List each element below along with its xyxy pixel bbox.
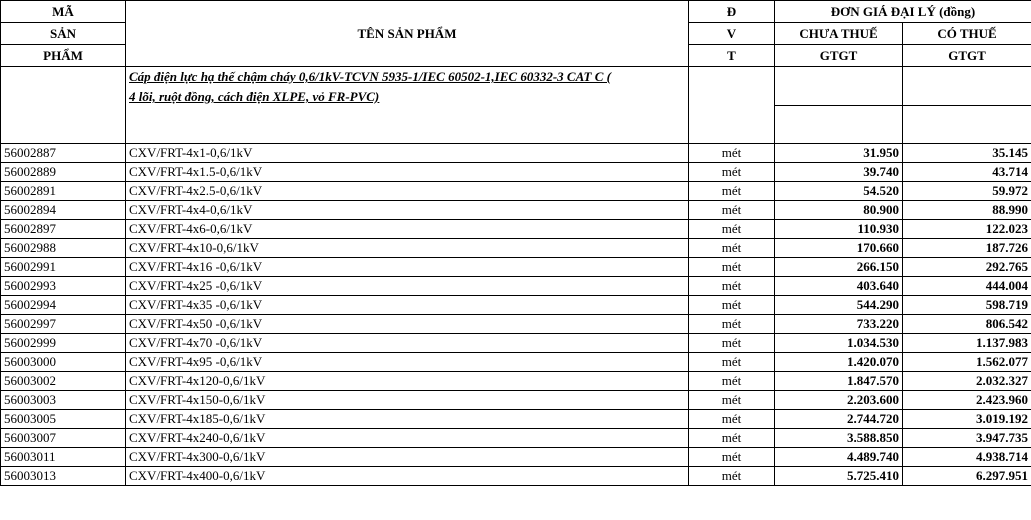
price-excl-vat-cell: 2.744.720: [775, 410, 903, 429]
header-code-line-1: MÃ: [1, 1, 126, 23]
product-code-cell: 56002991: [1, 258, 126, 277]
product-name-cell: CXV/FRT-4x6-0,6/1kV: [126, 220, 689, 239]
unit-cell: mét: [689, 448, 775, 467]
unit-cell: mét: [689, 258, 775, 277]
unit-cell: mét: [689, 163, 775, 182]
product-code-cell: 56002997: [1, 315, 126, 334]
header-price-incl-line-1: CÓ THUẾ: [903, 23, 1031, 45]
header-price-excl-line-2: GTGT: [775, 45, 903, 67]
price-excl-vat-cell: 403.640: [775, 277, 903, 296]
product-code-cell: 56002994: [1, 296, 126, 315]
price-excl-vat-cell: 2.203.600: [775, 391, 903, 410]
unit-cell: mét: [689, 372, 775, 391]
header-price-incl-line-2: GTGT: [903, 45, 1031, 67]
product-code-cell: 56003005: [1, 410, 126, 429]
table-row: [1, 429, 1031, 448]
price-incl-vat-cell: 187.726: [903, 239, 1031, 258]
product-name-cell: CXV/FRT-4x50 -0,6/1kV: [126, 315, 689, 334]
unit-cell: mét: [689, 467, 775, 486]
table-row: [1, 239, 1031, 258]
price-excl-vat-cell: 39.740: [775, 163, 903, 182]
table-row: [1, 448, 1031, 467]
product-name-cell: CXV/FRT-4x70 -0,6/1kV: [126, 334, 689, 353]
product-name-cell: CXV/FRT-4x35 -0,6/1kV: [126, 296, 689, 315]
product-name-cell: CXV/FRT-4x95 -0,6/1kV: [126, 353, 689, 372]
unit-cell: mét: [689, 220, 775, 239]
product-code-cell: 56003002: [1, 372, 126, 391]
product-name-cell: CXV/FRT-4x185-0,6/1kV: [126, 410, 689, 429]
price-excl-vat-cell: 266.150: [775, 258, 903, 277]
price-incl-vat-cell: 806.542: [903, 315, 1031, 334]
product-code-cell: 56003007: [1, 429, 126, 448]
product-name-cell: CXV/FRT-4x1.5-0,6/1kV: [126, 163, 689, 182]
table-row: [1, 296, 1031, 315]
unit-cell: mét: [689, 182, 775, 201]
product-name-cell: CXV/FRT-4x1-0,6/1kV: [126, 144, 689, 163]
unit-cell: mét: [689, 353, 775, 372]
unit-cell: mét: [689, 315, 775, 334]
product-code-cell: 56003013: [1, 467, 126, 486]
table-row: [1, 334, 1031, 353]
product-name-cell: CXV/FRT-4x16 -0,6/1kV: [126, 258, 689, 277]
price-incl-vat-cell: 2.032.327: [903, 372, 1031, 391]
price-excl-vat-cell: 54.520: [775, 182, 903, 201]
product-name-cell: CXV/FRT-4x120-0,6/1kV: [126, 372, 689, 391]
table-row: [1, 467, 1031, 486]
price-excl-vat-cell: 1.034.530: [775, 334, 903, 353]
header-price-excl-line-1: CHƯA THUẾ: [775, 23, 903, 45]
product-code-cell: 56002889: [1, 163, 126, 182]
product-code-cell: 56002891: [1, 182, 126, 201]
price-incl-vat-cell: 6.297.951: [903, 467, 1031, 486]
product-group-row: [1, 67, 1031, 144]
group-title-cell: [126, 67, 689, 144]
header-price-group: ĐƠN GIÁ ĐẠI LÝ (đồng): [775, 1, 1031, 23]
group-unit-cell: [689, 67, 775, 144]
unit-cell: mét: [689, 144, 775, 163]
price-incl-vat-cell: 1.562.077: [903, 353, 1031, 372]
table-row: [1, 182, 1031, 201]
header-code-line-2: SẢN: [1, 23, 126, 45]
table-row: [1, 277, 1031, 296]
price-incl-vat-cell: 3.019.192: [903, 410, 1031, 429]
product-code-cell: 56002993: [1, 277, 126, 296]
unit-cell: mét: [689, 334, 775, 353]
product-code-cell: 56003003: [1, 391, 126, 410]
table-row: [1, 220, 1031, 239]
group-price-incl-cell: [903, 67, 1031, 144]
price-excl-vat-cell: 31.950: [775, 144, 903, 163]
price-excl-vat-cell: 80.900: [775, 201, 903, 220]
header-product-name: TÊN SẢN PHẨM: [126, 1, 689, 67]
price-incl-vat-cell: 59.972: [903, 182, 1031, 201]
price-incl-vat-cell: 122.023: [903, 220, 1031, 239]
price-incl-vat-cell: 35.145: [903, 144, 1031, 163]
price-excl-vat-cell: 170.660: [775, 239, 903, 258]
table-row: [1, 315, 1031, 334]
product-code-cell: 56003011: [1, 448, 126, 467]
header-unit-line-1: Đ: [689, 1, 775, 23]
product-name-cell: CXV/FRT-4x10-0,6/1kV: [126, 239, 689, 258]
product-code-cell: 56003000: [1, 353, 126, 372]
unit-cell: mét: [689, 410, 775, 429]
header-unit-line-3: T: [689, 45, 775, 67]
table-row: [1, 391, 1031, 410]
product-name-cell: CXV/FRT-4x240-0,6/1kV: [126, 429, 689, 448]
price-incl-vat-cell: 43.714: [903, 163, 1031, 182]
price-excl-vat-cell: 1.420.070: [775, 353, 903, 372]
table-row: [1, 258, 1031, 277]
price-excl-vat-cell: 1.847.570: [775, 372, 903, 391]
product-name-cell: CXV/FRT-4x4-0,6/1kV: [126, 201, 689, 220]
table-row: [1, 201, 1031, 220]
price-incl-vat-cell: 292.765: [903, 258, 1031, 277]
unit-cell: mét: [689, 429, 775, 448]
price-excl-vat-cell: 4.489.740: [775, 448, 903, 467]
table-row: [1, 410, 1031, 429]
unit-cell: mét: [689, 296, 775, 315]
price-excl-vat-cell: 110.930: [775, 220, 903, 239]
product-code-cell: 56002999: [1, 334, 126, 353]
header-code-line-3: PHẨM: [1, 45, 126, 67]
product-name-cell: CXV/FRT-4x2.5-0,6/1kV: [126, 182, 689, 201]
product-code-cell: 56002887: [1, 144, 126, 163]
unit-cell: mét: [689, 391, 775, 410]
price-incl-vat-cell: 3.947.735: [903, 429, 1031, 448]
price-incl-vat-cell: 1.137.983: [903, 334, 1031, 353]
price-excl-vat-cell: 5.725.410: [775, 467, 903, 486]
unit-cell: mét: [689, 201, 775, 220]
unit-cell: mét: [689, 277, 775, 296]
price-incl-vat-cell: 2.423.960: [903, 391, 1031, 410]
unit-cell: mét: [689, 239, 775, 258]
table-row: [1, 372, 1031, 391]
price-excl-vat-cell: 733.220: [775, 315, 903, 334]
group-code-cell: [1, 67, 126, 144]
product-code-cell: 56002897: [1, 220, 126, 239]
group-price-excl-cell: [775, 67, 903, 144]
price-excl-vat-cell: 3.588.850: [775, 429, 903, 448]
table-row: [1, 144, 1031, 163]
product-name-cell: CXV/FRT-4x25 -0,6/1kV: [126, 277, 689, 296]
product-name-cell: CXV/FRT-4x400-0,6/1kV: [126, 467, 689, 486]
group-subtitle: 4 lõi, ruột đồng, cách điện XLPE, vỏ FR-PVC): [129, 89, 380, 104]
product-code-cell: 56002894: [1, 201, 126, 220]
price-incl-vat-cell: 598.719: [903, 296, 1031, 315]
group-title: Cáp điện lực hạ thế chậm cháy 0,6/1kV-TCVN 5935-1/IEC 60502-1,IEC 60332-3 CAT C (: [129, 69, 611, 84]
product-name-cell: CXV/FRT-4x300-0,6/1kV: [126, 448, 689, 467]
price-incl-vat-cell: 444.004: [903, 277, 1031, 296]
product-name-cell: CXV/FRT-4x150-0,6/1kV: [126, 391, 689, 410]
table-row: [1, 163, 1031, 182]
price-incl-vat-cell: 4.938.714: [903, 448, 1031, 467]
product-code-cell: 56002988: [1, 239, 126, 258]
header-unit-line-2: V: [689, 23, 775, 45]
price-excl-vat-cell: 544.290: [775, 296, 903, 315]
price-incl-vat-cell: 88.990: [903, 201, 1031, 220]
table-row: [1, 353, 1031, 372]
